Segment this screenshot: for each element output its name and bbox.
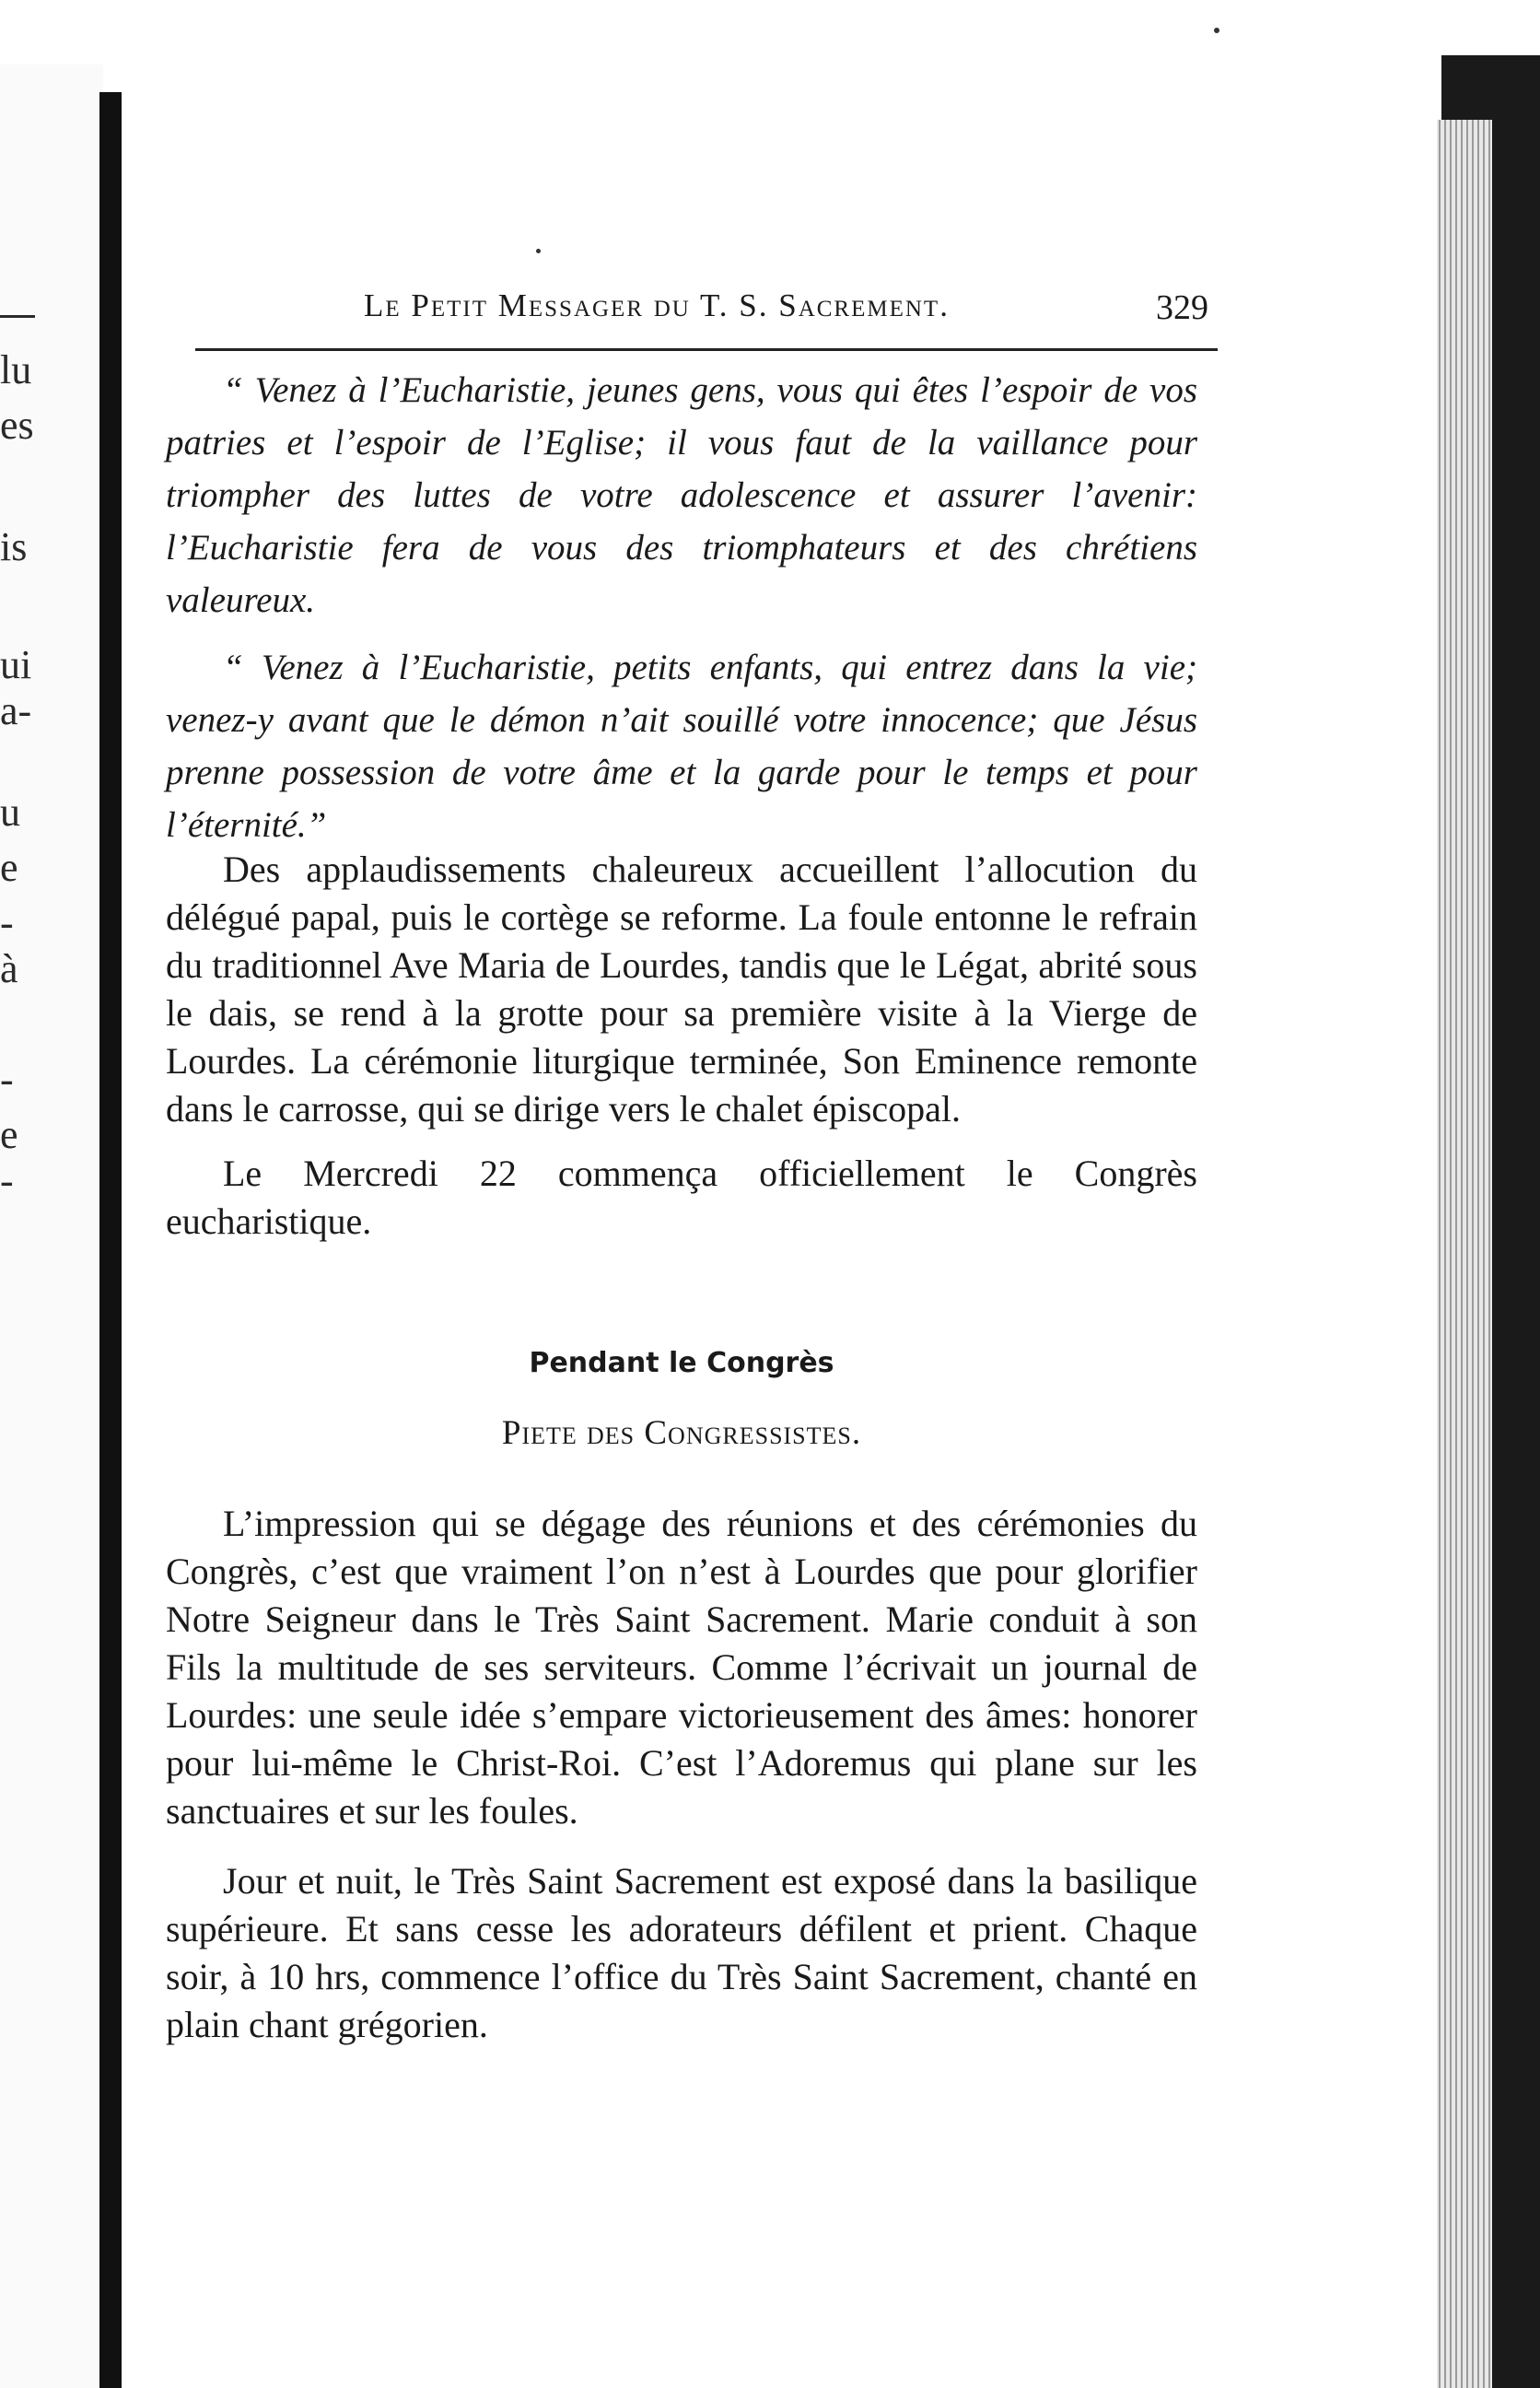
left-page-fragment: e [0,845,18,890]
left-page-fragment: u [0,790,20,835]
body-text [166,1500,1197,2071]
page-stack-edge [1435,120,1492,2388]
body-text [166,846,1197,1262]
page-number: 329 [1156,288,1208,327]
quote-paragraph: “ Venez à l’Eucharistie, petits enfants, qui entrez dans la vie; venez-y avant que le démon n’ait souillé votre innocence; que Jésus prenne possession de votre âme et la garde pour le temps et pour l’éternité.” [166,648,1197,845]
print-speck [536,249,541,253]
left-page-fragment: e [0,1112,18,1157]
left-page-rule [0,315,35,318]
book-gutter [99,92,122,2388]
body-paragraph: Jour et nuit, le Très Saint Sacrement est exposé dans la basilique supérieure. Et sans cesse les adorateurs défilent et prient. Chaque soir, à 10 hrs, commence l’office du Très Saint Sacrement, chanté en plain chant grégorien. [166,1860,1197,2045]
quote-paragraph: “ Venez à l’Eucharistie, jeunes gens, vous qui êtes l’espoir de vos patries et l’espoir de l’Eglise; il vous faut de la vaillance pour triompher des luttes de votre adolescence et assurer l’avenir: l’Eucharistie fera de vous des triomphateurs et des chrétiens valeureux. [166,370,1197,620]
left-page-fragment: - [0,1158,14,1203]
left-page-fragment: lu [0,347,32,392]
left-page-fragment: - [0,900,14,945]
left-page-fragment: - [0,1057,14,1102]
quotation-block [166,364,1197,866]
header-rule [195,348,1218,351]
left-page-fragment: à [0,946,18,991]
body-paragraph: Des applaudissements chaleureux accueillent l’allocution du délégué papal, puis le cortège se reforme. La foule entonne le refrain du traditionnel Ave Maria de Lourdes, tandis que le Légat, abrité sous le dais, se rend à la grotte pour sa première visite à la Vierge de Lourdes. La cérémonie liturgique terminée, Son Eminence remonte dans le carrosse, qui se dirige vers le chalet épiscopal. [166,849,1197,1130]
print-speck [1214,28,1219,33]
body-paragraph: Le Mercredi 22 commença officiellement le Congrès eucharistique. [166,1153,1197,1242]
left-page-fragment: a- [0,688,32,733]
left-page-fragment: ui [0,642,32,687]
section-subheading: Piete des Congressistes. [501,1414,862,1452]
section-heading: Pendant le Congrès [529,1347,834,1379]
body-paragraph: L’impression qui se dégage des réunions et des cérémonies du Congrès, c’est que vraiment l’on n’est à Lourdes que pour glorifier Notre Seigneur dans le Très Saint Sacrement. Marie conduit à son Fils la multitude de ses serviteurs. Comme l’écrivait un journal de Lourdes: une seule idée s’empare victorieusement des âmes: honorer pour lui-même le Christ-Roi. C’est l’Adoremus qui plane sur les sanctuaires et sur les foules. [166,1503,1197,1832]
running-header: Le Petit Messager du T. S. Sacrement. [364,287,950,323]
left-page-fragment: es [0,403,34,448]
left-page-fragment: is [0,524,28,569]
